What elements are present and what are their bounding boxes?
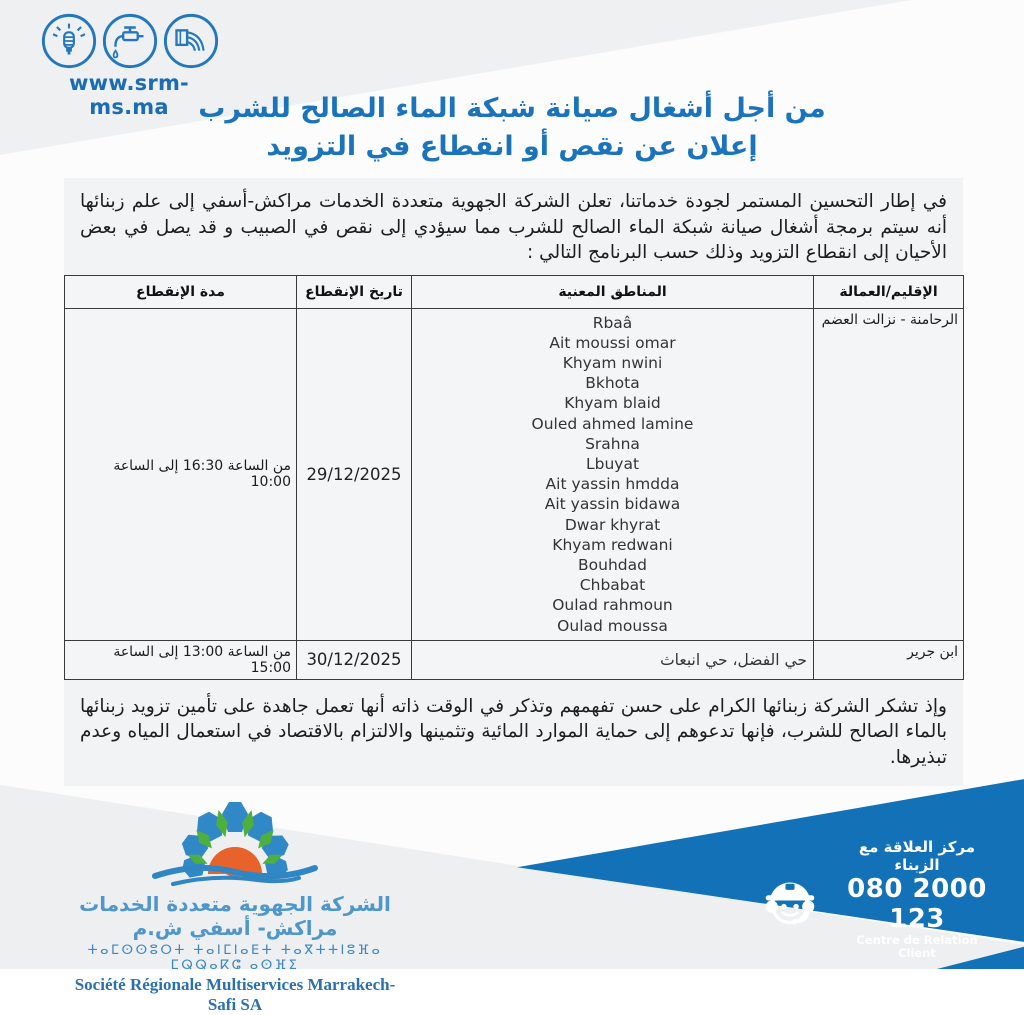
- company-name-arabic: الشركة الجهوية متعددة الخدمات مراكش- أسفي ش.م: [79, 892, 391, 940]
- area-name: Chbabat: [579, 576, 646, 595]
- col-header-date: تاريخ الإنقطاع: [297, 275, 412, 308]
- contact-center-text: [838, 838, 996, 960]
- area-name: Rbaâ: [592, 313, 633, 332]
- company-logo: [150, 790, 320, 890]
- water-tap-icon: [101, 12, 159, 70]
- outage-table: [64, 275, 964, 680]
- closing-paragraph: وإذ تشكر الشركة زبنائها الكرام على حسن تفهمهم وتذكر في الوقت ذاته أنها تعمل جاهدة على تأمين تزويد زبنائها بالماء الصالح للشرب، فإنها تدعوهم إلى حماية الموارد المائية وتثمينها والالتزام بالاقتصاد في استعمال المياه وعدم تبذيرها.: [80, 695, 947, 768]
- area-name: Khyam nwini: [562, 353, 663, 372]
- area-name: Ouled ahmed lamine: [531, 414, 694, 433]
- area-name: Oulad moussa: [557, 616, 668, 635]
- contact-center-label-ar: مركز العلاقة مع الزبناء: [858, 838, 976, 874]
- call-center-mascot-icon: [752, 861, 828, 937]
- company-logo-block: [70, 790, 400, 1015]
- area-name: Bouhdad: [578, 555, 647, 574]
- title-line-1: من أجل أشغال صيانة شبكة الماء الصالح للشرب: [198, 93, 826, 124]
- area-name: Srahna: [585, 434, 640, 453]
- customer-relation-banner: [752, 838, 996, 960]
- areas-cell: [412, 640, 814, 679]
- date-cell: 30/12/2025: [297, 640, 412, 679]
- duration-cell: من الساعة 16:30 إلى الساعة 10:00: [65, 308, 297, 640]
- area-name: Oulad rahmoun: [552, 596, 673, 615]
- website-url: www.srm-ms.ma: [69, 71, 189, 119]
- outage-row: [65, 308, 964, 640]
- province-cell: ابن جرير: [814, 640, 964, 679]
- contact-center-label-fr: Centre de Relation Client: [856, 933, 978, 960]
- area-name: Lbuyat: [585, 454, 640, 473]
- col-header-province: الإقليم/العمالة: [814, 275, 964, 308]
- col-header-areas: المناطق المعنية: [412, 275, 814, 308]
- utility-icons: [40, 12, 220, 70]
- area-name: Ait moussi omar: [549, 333, 676, 352]
- area-name: Bkhota: [585, 374, 640, 393]
- outage-table-body: [65, 308, 964, 679]
- area-name: Khyam redwani: [552, 535, 673, 554]
- intro-paragraph: في إطار التحسين المستمر لجودة خدماتنا، تعلن الشركة الجهوية متعددة الخدمات مراكش-أسفي إلى علم زبنائها أنه سيتم برمجة أشغال صيانة شبكة الماء الصالح للشرب مما سيؤدي إلى نقص في الصبيب و قد يصل في بعض الأحيان إلى انقطاع التزويد وذلك حسب البرنامج التالي :: [80, 191, 947, 263]
- area-name: Ait yassin hmdda: [545, 475, 680, 494]
- wastewater-pipe-icon: [162, 12, 220, 70]
- areas-cell: [412, 308, 814, 640]
- province-cell: الرحامنة - نزالت العضم: [814, 308, 964, 640]
- announcement-body: [64, 178, 963, 786]
- outage-row: [65, 640, 964, 679]
- outage-table-header-row: [65, 275, 964, 308]
- col-header-duration: مدة الإنقطاع: [65, 275, 297, 308]
- electricity-bulb-icon: [40, 12, 98, 70]
- date-cell: 29/12/2025: [297, 308, 412, 640]
- page-title: [0, 90, 1024, 166]
- company-name-tifinagh: ⵜⴰⵎⵙⵙⵓⵔⵜ ⵜⴰⵏⵎⵏⴰⴹⵜ ⵜⴰⴳⵜⵜⵏⵓⴼⴰ ⵎⵕⵕⴰⴽⵛ ⴰⵙⴼⵉ: [87, 943, 383, 973]
- contact-center-phone: 080 2000 123: [847, 874, 987, 934]
- area-name: Dwar khyrat: [564, 515, 661, 534]
- duration-cell: من الساعة 13:00 إلى الساعة 15:00: [65, 640, 297, 679]
- title-line-2: إعلان عن نقص أو انقطاع في التزويد: [266, 131, 758, 162]
- area-name: Ait yassin bidawa: [544, 495, 681, 514]
- area-name: حي الفضل، حي انبعاث: [660, 650, 807, 669]
- area-name: Khyam blaid: [564, 394, 661, 413]
- company-name-french: Société Régionale Multiservices Marrakech-Safi SA: [74, 975, 396, 1014]
